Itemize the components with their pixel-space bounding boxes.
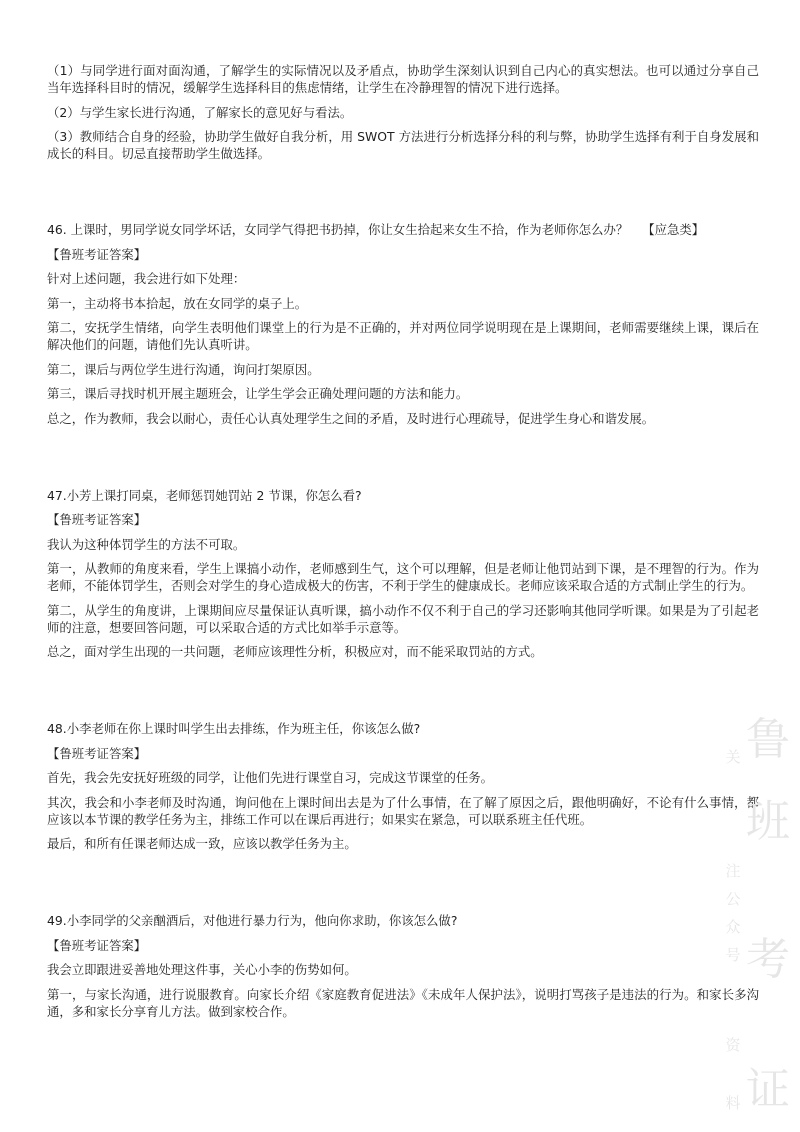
answer-paragraph: 第一，与家长沟通，进行说服教育。向家长介绍《家庭教育促进法》《未成年人保护法》，说明打骂孩子是违法的行为。和家长多沟通，多和家长分享育儿方法。做到家校合作。 xyxy=(47,986,759,1019)
intro-paragraph: （2）与学生家长进行沟通，了解家长的意见好与看法。 xyxy=(47,104,353,120)
answer-paragraph: 最后，和所有任课老师达成一致，应该以教学任务为主。 xyxy=(47,836,357,851)
watermark-char: 关 xyxy=(725,748,741,766)
watermark-char: 证 xyxy=(746,1064,790,1115)
answer-label: 【鲁班考证答案】 xyxy=(47,512,147,527)
answer-label: 【鲁班考证答案】 xyxy=(47,937,147,953)
watermark-char: 考 xyxy=(746,934,790,985)
answer-paragraph: 总之，面对学生出现的一共问题，老师应该理性分析，积极应对，而不能采取罚站的方式。 xyxy=(47,644,543,659)
answer-label: 【鲁班考证答案】 xyxy=(47,246,147,262)
watermark-char: 鲁 xyxy=(746,714,790,765)
question-46 xyxy=(47,221,759,427)
question-title: 49.小李同学的父亲酗酒后，对他进行暴力行为，他向你求助，你该怎么做? xyxy=(47,913,458,928)
document-body xyxy=(47,62,759,1027)
question-title: 46. 上课时，男同学说女同学坏话，女同学气得把书扔掉，你让女生拾起来女生不拾，作为老师你怎么办？ 【应急类】 xyxy=(47,222,705,237)
category-tag: 【应急类】 xyxy=(642,222,705,237)
answer-paragraph: 首先，我会先安抚好班级的同学，让他们先进行课堂自习，完成这节课堂的任务。 xyxy=(47,770,494,785)
question-48 xyxy=(47,720,759,852)
answer-paragraph: 第二，安抚学生情绪，向学生表明他们课堂上的行为是不正确的，并对两位同学说明现在是上课期间，老师需要继续上课，课后在解决他们的问题，请他们先认真听讲。 xyxy=(47,320,759,352)
question-49 xyxy=(47,912,759,1020)
question-title: 48.小李老师在你上课时叫学生出去排练，作为班主任，你该怎么做? xyxy=(47,721,421,736)
answer-paragraph: 我认为这种体罚学生的方法不可取。 xyxy=(47,536,246,552)
answer-paragraph: 第一，从教师的角度来看，学生上课搞小动作，老师感到生气，这个可以理解，但是老师让他罚站到下课，是不理智的行为。作为老师，不能体罚学生，否则会对学生的身心造成极大的伤害，不利于学生的健康成长。老师应该采取合适的方式制止学生的行为。 xyxy=(47,561,759,593)
answer-paragraph: 针对上述问题，我会进行如下处理： xyxy=(47,271,246,286)
answer-paragraph: 我会立即跟进妥善地处理这件事，关心小李的伤势如何。 xyxy=(47,962,357,977)
answer-label: 【鲁班考证答案】 xyxy=(47,745,147,761)
intro-paragraph: （3）教师结合自身的经验，协助学生做好自我分析，用 SWOT 方法进行分析选择分科的利与弊，协助学生选择有利于自身发展和成长的科目。切忌直接帮助学生做选择。 xyxy=(47,129,759,161)
watermark-char: 料 xyxy=(725,1094,741,1112)
watermark-char: 资 xyxy=(725,1036,741,1054)
answer-paragraph: 第二，从学生的角度讲，上课期间应尽量保证认真听课，搞小动作不仅不利于自己的学习还影响其他同学听课。如果是为了引起老师的注意，想要回答问题，可以采取合适的方式比如举手示意等。 xyxy=(47,602,759,635)
watermark-char: 众 xyxy=(725,918,741,936)
watermark-char: 班 xyxy=(746,796,790,847)
answer-paragraph: 第一，主动将书本拾起，放在女同学的桌子上。 xyxy=(47,295,308,311)
answer-paragraph: 第三，课后寻找时机开展主题班会，让学生学会正确处理问题的方法和能力。 xyxy=(47,386,469,401)
intro-paragraph: （1）与同学进行面对面沟通，了解学生的实际情况以及矛盾点，协助学生深刻认识到自己内心的真实想法。也可以通过分享自己当年选择科目时的情况，缓解学生选择科目的焦虑情绪，让学生在冷静理智的情况下进行选择。 xyxy=(47,63,759,95)
question-title: 47.小芳上课打同桌，老师惩罚她罚站 2 节课，你怎么看? xyxy=(47,487,362,503)
answer-paragraph: 第二，课后与两位学生进行沟通，询问打架原因。 xyxy=(47,361,320,377)
answer-paragraph: 其次，我会和小李老师及时沟通，询问他在上课时间出去是为了什么事情，在了解了原因之后，跟他明确好，不论有什么事情，都应该以本节课的教学任务为主，排练工作可以在课后再进行；如果实在紧急，可以联系班主任代班。 xyxy=(47,794,759,827)
watermark-char: 注 xyxy=(725,862,741,880)
watermark-char: 号 xyxy=(725,946,741,964)
watermark-char: 公 xyxy=(725,890,741,908)
intro-section xyxy=(47,62,759,162)
question-47 xyxy=(47,487,759,661)
answer-paragraph: 总之，作为教师，我会以耐心，责任心认真处理学生之间的矛盾，及时进行心理疏导，促进学生身心和谐发展。 xyxy=(47,410,655,426)
